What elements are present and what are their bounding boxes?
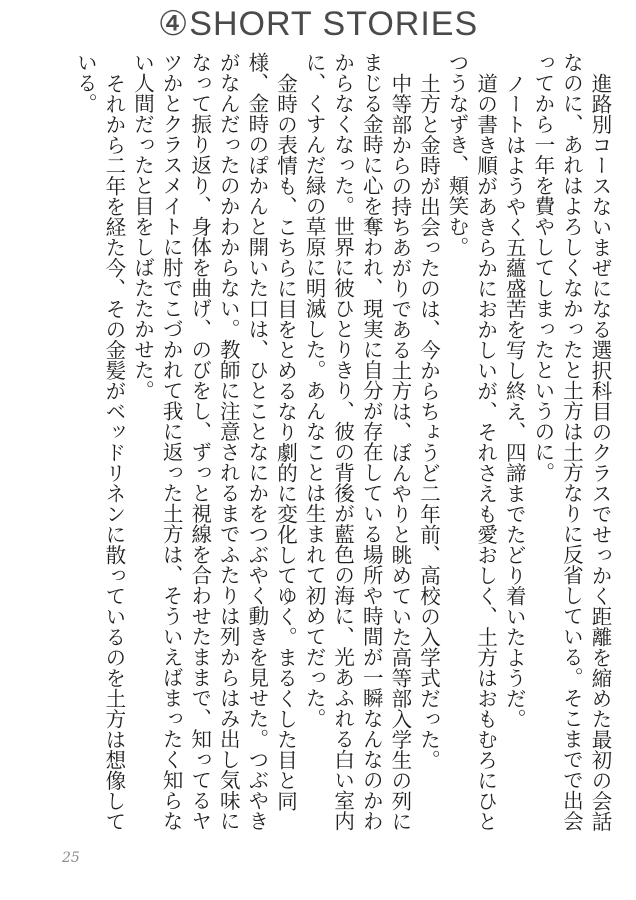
story-paragraph: 金時の表情も、こちらに目をとめるなり劇的に変化してゆく。まるくした目と同様、金時のぽかんと開いた口は、ひとことなにかをつぶやく動きを見せた。つぶやきがなんだったのかわからない。教師に注意されるまでふたりは列からはみ出し気味になって振り返り、身体を曲げ、のびをし、ずっと視線を合わせたままで、知ってるヤツかとクラスメイトに肘でこづかれて我に返った土方は、そういえばまったく知らない人間だったと目をしばたたかせた。 — [130, 52, 298, 831]
page-number: 25 — [62, 850, 80, 866]
story-body — [24, 52, 614, 842]
story-paragraph: 進路別コースないまぜになる選択科目のクラスでせっかく距離を縮めた最初の会話なのに、あれはよろしくなかったと土方は土方なりに反省している。そこまでで出会ってから一年を費やしてしまったというのに。 — [530, 52, 612, 831]
story-paragraph: 土方と金時が出会ったのは、今からちょうど二年前、高校の入学式だった。 — [416, 72, 441, 770]
story-paragraph: ノートはようやく五蘊盛苦を写し終え、四諦までたどり着いたようだ。 — [502, 72, 527, 729]
story-paragraph: それから二年を経た今、その金髪がベッドリネンに散っているのを土方は想像している。 — [73, 52, 126, 831]
page-title: ④SHORT STORIES — [157, 5, 479, 43]
story-paragraph: 中等部からの持ちあがりである土方は、ぼんやりと眺めていた高等部入学生の列にまじる金時に心を奪われ、現実に自分が存在している場所や時間が一瞬なんなのかわからなくなった。世界に彼ひとりきり、彼の背後が藍色の海に、光あふれる白い室内に、くすんだ緑の草原に明滅した。あんなことは生まれて初めてだった。 — [302, 52, 412, 831]
story-paragraph: 道の書き順があきらかにおかしいが、それさえも愛おしく、土方はおもむろにひとつうなずき、頬笑む。 — [445, 52, 498, 831]
